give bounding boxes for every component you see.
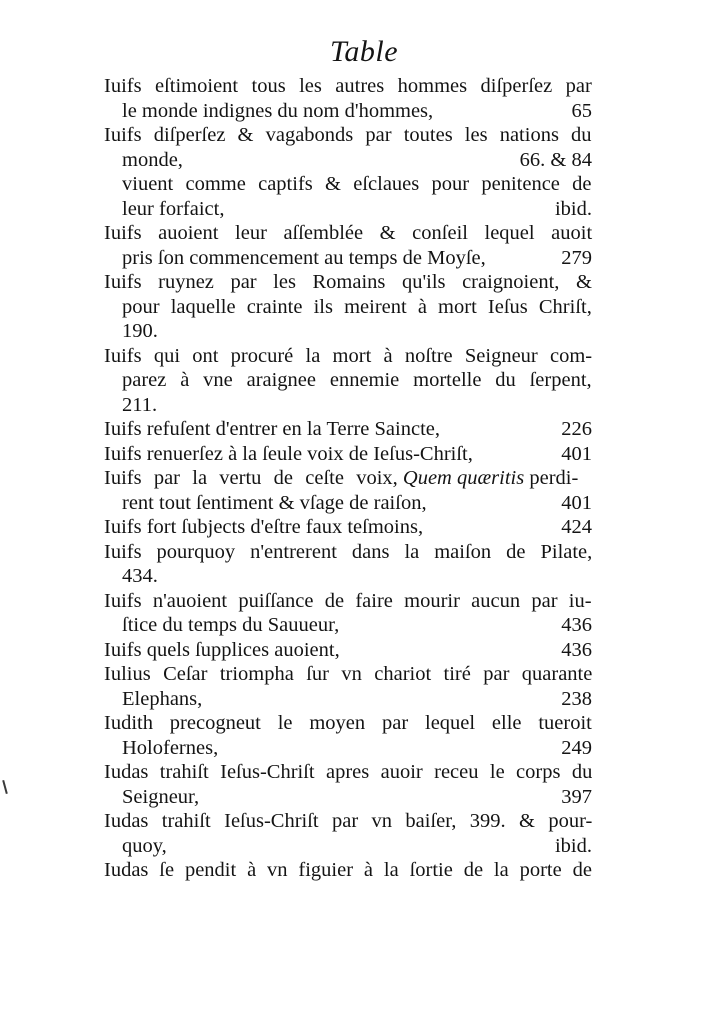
- entry-text: Iuifs auoient leur aſſemblée & conſeil lequel auoit: [104, 222, 593, 244]
- page-reference: 401: [561, 442, 592, 465]
- entry-text: viuent comme captifs & eſclaues pour penitence de: [122, 173, 592, 195]
- page-reference: 226: [561, 418, 592, 440]
- index-entry-line: [104, 515, 592, 540]
- index-line-continuation: [104, 613, 592, 638]
- entry-text: monde,: [122, 148, 183, 171]
- index-line-continuation: [104, 148, 592, 173]
- index-entry-line: [104, 711, 592, 736]
- index-line-continuation: [104, 172, 592, 197]
- index-entry-line: [104, 760, 592, 785]
- entry-text: Iulius Ceſar triompha ſur vn chariot tiré par quarante: [104, 663, 593, 685]
- entry-text: 190.: [122, 320, 158, 342]
- index-line-continuation: [104, 319, 592, 344]
- entry-text: Iudas trahiſt Ieſus-Chriſt par vn baiſer, 399. & pour-: [104, 810, 593, 832]
- index-entries: [104, 74, 592, 883]
- entry-text: Iuifs n'auoient puiſſance de faire mourir aucun par iu-: [104, 589, 592, 612]
- index-entry-line: [104, 221, 592, 246]
- page-reference: 238: [561, 687, 592, 710]
- page-reference: 436: [561, 638, 592, 661]
- entry-text: Iuifs eſtimoient tous les autres hommes diſperſez par: [104, 75, 592, 97]
- index-entry-line: [104, 540, 592, 565]
- entry-text: Iuifs qui ont procuré la mort à noſtre Seigneur com-: [104, 344, 593, 367]
- entry-text: Seigneur,: [122, 785, 200, 808]
- entry-text: Iuifs par la vertu de ceſte voix,: [104, 467, 398, 489]
- entry-text: Iuifs fort ſubjects d'eſtre faux teſmoins,: [104, 516, 424, 538]
- page-reference: 424: [561, 516, 592, 538]
- entry-text-tail: perdi-: [529, 467, 579, 489]
- entry-text: Iudas ſe pendit à vn figuier à la ſortie de la porte de: [104, 859, 592, 881]
- entry-text: Iudith precogneut le moyen par lequel elle tueroit: [104, 712, 592, 734]
- index-entry-line: [104, 662, 592, 687]
- entry-text: pris ſon commencement au temps de Moyſe,: [122, 246, 486, 269]
- index-line-continuation: [104, 491, 592, 516]
- index-entry-line: [104, 270, 592, 295]
- entry-text: parez à vne araignee ennemie mortelle du ſerpent,: [122, 369, 592, 391]
- index-line-continuation: [104, 246, 592, 271]
- latin-quote: Quem quæritis: [402, 467, 525, 489]
- index-entry-line: [104, 442, 592, 467]
- index-line-continuation: [104, 99, 592, 124]
- entry-text: rent tout ſentiment & vſage de raiſon,: [122, 491, 427, 514]
- page-reference: ibid.: [554, 834, 592, 857]
- page-reference: 65: [571, 99, 592, 122]
- entry-text: ſtice du temps du Sauueur,: [122, 614, 340, 636]
- running-head: Table: [329, 35, 399, 68]
- margin-mark: [2, 780, 8, 794]
- page-reference: 397: [561, 785, 592, 808]
- index-line-continuation: [104, 564, 592, 589]
- entry-text: Iuifs refuſent d'entrer en la Terre Saincte,: [104, 418, 440, 440]
- entry-text: Iuifs renuerſez à la ſeule voix de Ieſus-Chriſt,: [104, 442, 473, 465]
- index-entry-line: [104, 638, 592, 663]
- entry-text: 211.: [122, 393, 158, 416]
- index-line-continuation: [104, 785, 592, 810]
- entry-text: Iuifs pourquoy n'entrerent dans la maiſon de Pilate,: [104, 540, 593, 563]
- page-reference: 279: [561, 246, 592, 269]
- index-line-continuation: [104, 368, 592, 393]
- entry-text: leur forfaict,: [122, 197, 225, 220]
- entry-text: pour laquelle crainte ils meirent à mort Ieſus Chriſt,: [122, 295, 592, 318]
- index-line-continuation: [104, 736, 592, 761]
- entry-text: Iuifs ruynez par les Romains qu'ils craignoient, &: [104, 271, 592, 293]
- index-entry-line: [104, 123, 592, 148]
- index-entry-line: [104, 809, 592, 834]
- index-entry-line: [104, 466, 592, 491]
- page-reference: 436: [561, 614, 592, 636]
- page-reference: 401: [561, 491, 592, 514]
- entry-text: Iuifs diſperſez & vagabonds par toutes les nations du: [104, 124, 592, 146]
- entry-text: Iudas trahiſt Ieſus-Chriſt apres auoir receu le corps du: [104, 761, 593, 783]
- index-entry-line: [104, 74, 592, 99]
- page-reference: ibid.: [554, 197, 592, 220]
- index-line-continuation: [104, 834, 592, 859]
- entry-text: Holofernes,: [122, 736, 219, 759]
- page-reference: 66. & 84: [519, 148, 592, 171]
- entry-text: 434.: [122, 565, 158, 587]
- index-entry-line: [104, 417, 592, 442]
- entry-text: quoy,: [122, 834, 167, 857]
- entry-text: le monde indignes du nom d'hommes,: [122, 99, 434, 122]
- index-entry-line: [104, 344, 592, 369]
- index-line-continuation: [104, 197, 592, 222]
- index-entry-line: [104, 858, 592, 883]
- page-reference: 249: [561, 736, 592, 759]
- index-entry-line: [104, 589, 592, 614]
- index-line-continuation: [104, 295, 592, 320]
- entry-text: Iuifs quels ſupplices auoient,: [104, 638, 340, 661]
- index-line-continuation: [104, 393, 592, 418]
- index-line-continuation: [104, 687, 592, 712]
- entry-text: Elephans,: [122, 687, 203, 710]
